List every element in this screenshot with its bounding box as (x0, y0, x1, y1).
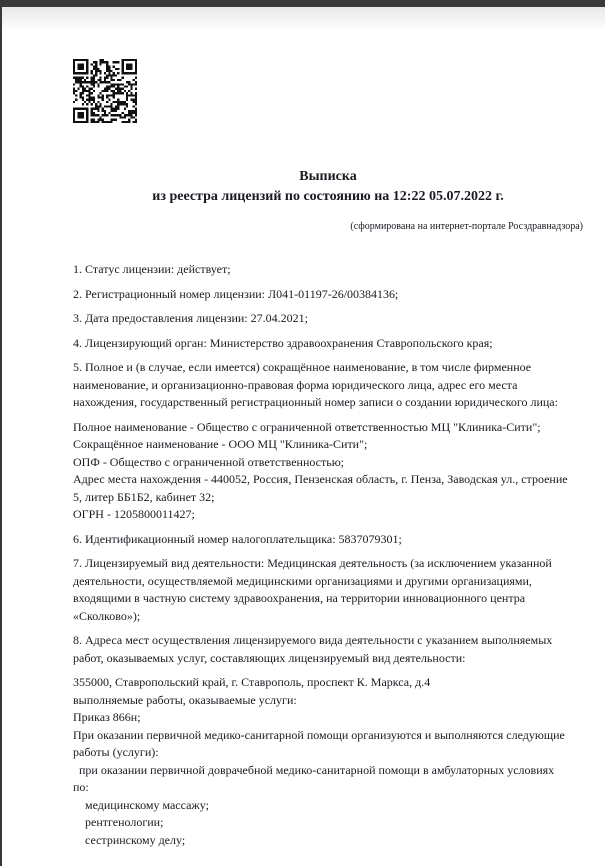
viewer-left-edge (0, 0, 2, 866)
text-line: 1. Статус лицензии: действует; (73, 262, 231, 276)
text-line: 2. Регистрационный номер лицензии: Л041-01197-26/00384136; (73, 286, 399, 301)
text-line: наименование, и организационно-правовая форма юридического лица, адрес его места (73, 377, 518, 392)
paragraph-block (73, 286, 583, 304)
text-line: ОГРН - 1205800011427; (73, 507, 195, 521)
paragraph-block (73, 359, 583, 412)
paragraph-block (73, 310, 583, 328)
text-line: 6. Идентификационный номер налогоплательщика: 5837079301; (73, 531, 402, 546)
paragraph-block (73, 632, 583, 667)
paragraph-block (73, 335, 583, 353)
text-line: Адрес места нахождения - 440052, Россия, Пензенская область, г. Пенза, Заводская ул., строение (73, 472, 568, 486)
text-line: При оказании первичной медико-санитарной помощи организуются и выполняются следующие (73, 727, 565, 742)
text-line: при оказании первичной доврачебной медико-санитарной помощи в амбулаторных условиях (73, 762, 555, 777)
text-line: входящими в частную систему здравоохранения, на территории инновационного центра (73, 591, 526, 605)
text-line: 4. Лицензирующий орган: Министерство здравоохранения Ставропольского края; (73, 335, 493, 350)
text-line: Полное наименование - Общество с ограниченной ответственностью МЦ "Клиника-Сити"; (73, 419, 541, 434)
text-line: 7. Лицензируемый вид деятельности: Медицинская деятельность (за исключением указанной (73, 556, 552, 570)
text-line: «Сколково»); (73, 608, 141, 623)
text-line: 5. Полное и (в случае, если имеется) сокращённое наименование, в том числе фирменное (73, 360, 532, 374)
document-title (73, 167, 583, 207)
text-line: нахождения, государственный регистрационный номер записи о создании юридического лица: (73, 395, 558, 409)
title-line-1: Выписка (299, 169, 357, 184)
text-line: работ, оказываемых услуг, составляющих лицензируемый вид деятельности: (73, 650, 466, 665)
text-line: работы (услуги): (73, 745, 159, 759)
text-line: рентгенологии; (73, 815, 164, 829)
text-line: сестринскому делу; (73, 832, 186, 847)
text-line: по: (73, 780, 89, 794)
text-line: медицинскому массажу; (73, 797, 209, 812)
text-line: 5, литер ББ1Б2, кабинет 32; (73, 489, 215, 504)
text-line: ОПФ - Общество с ограниченной ответственностью; (73, 454, 345, 469)
text-line: деятельности, осуществляемой медицинскими организациями и другими организациями, (73, 573, 532, 588)
text-line: 3. Дата предоставления лицензии: 27.04.2021; (73, 311, 308, 325)
text-line: 355000, Ставропольский край, г. Ставрополь, проспект К. Маркса, д.4 (73, 675, 431, 689)
document-body (73, 261, 583, 856)
qr-code-icon (73, 59, 137, 123)
paragraph-block (73, 419, 583, 524)
text-line: выполняемые работы, оказываемые услуги: (73, 692, 297, 707)
paragraph-block (73, 261, 583, 279)
text-line: Сокращённое наименование - ООО МЦ "Клиника-Сити"; (73, 437, 368, 451)
title-line-2: из реестра лицензий по состоянию на 12:22 05.07.2022 г. (152, 189, 504, 204)
paragraph-block (73, 674, 583, 849)
document-subtitle: (сформирована на интернет-портале Росздравнадзора) (350, 221, 583, 232)
paragraph-block (73, 531, 583, 549)
text-line: 8. Адреса мест осуществления лицензируемого вида деятельности с указанием выполняемых (73, 633, 553, 647)
viewer-top-bar (0, 0, 605, 7)
paragraph-block (73, 555, 583, 625)
text-line: Приказ 866н; (73, 710, 141, 724)
page-top-shadow (0, 7, 605, 31)
